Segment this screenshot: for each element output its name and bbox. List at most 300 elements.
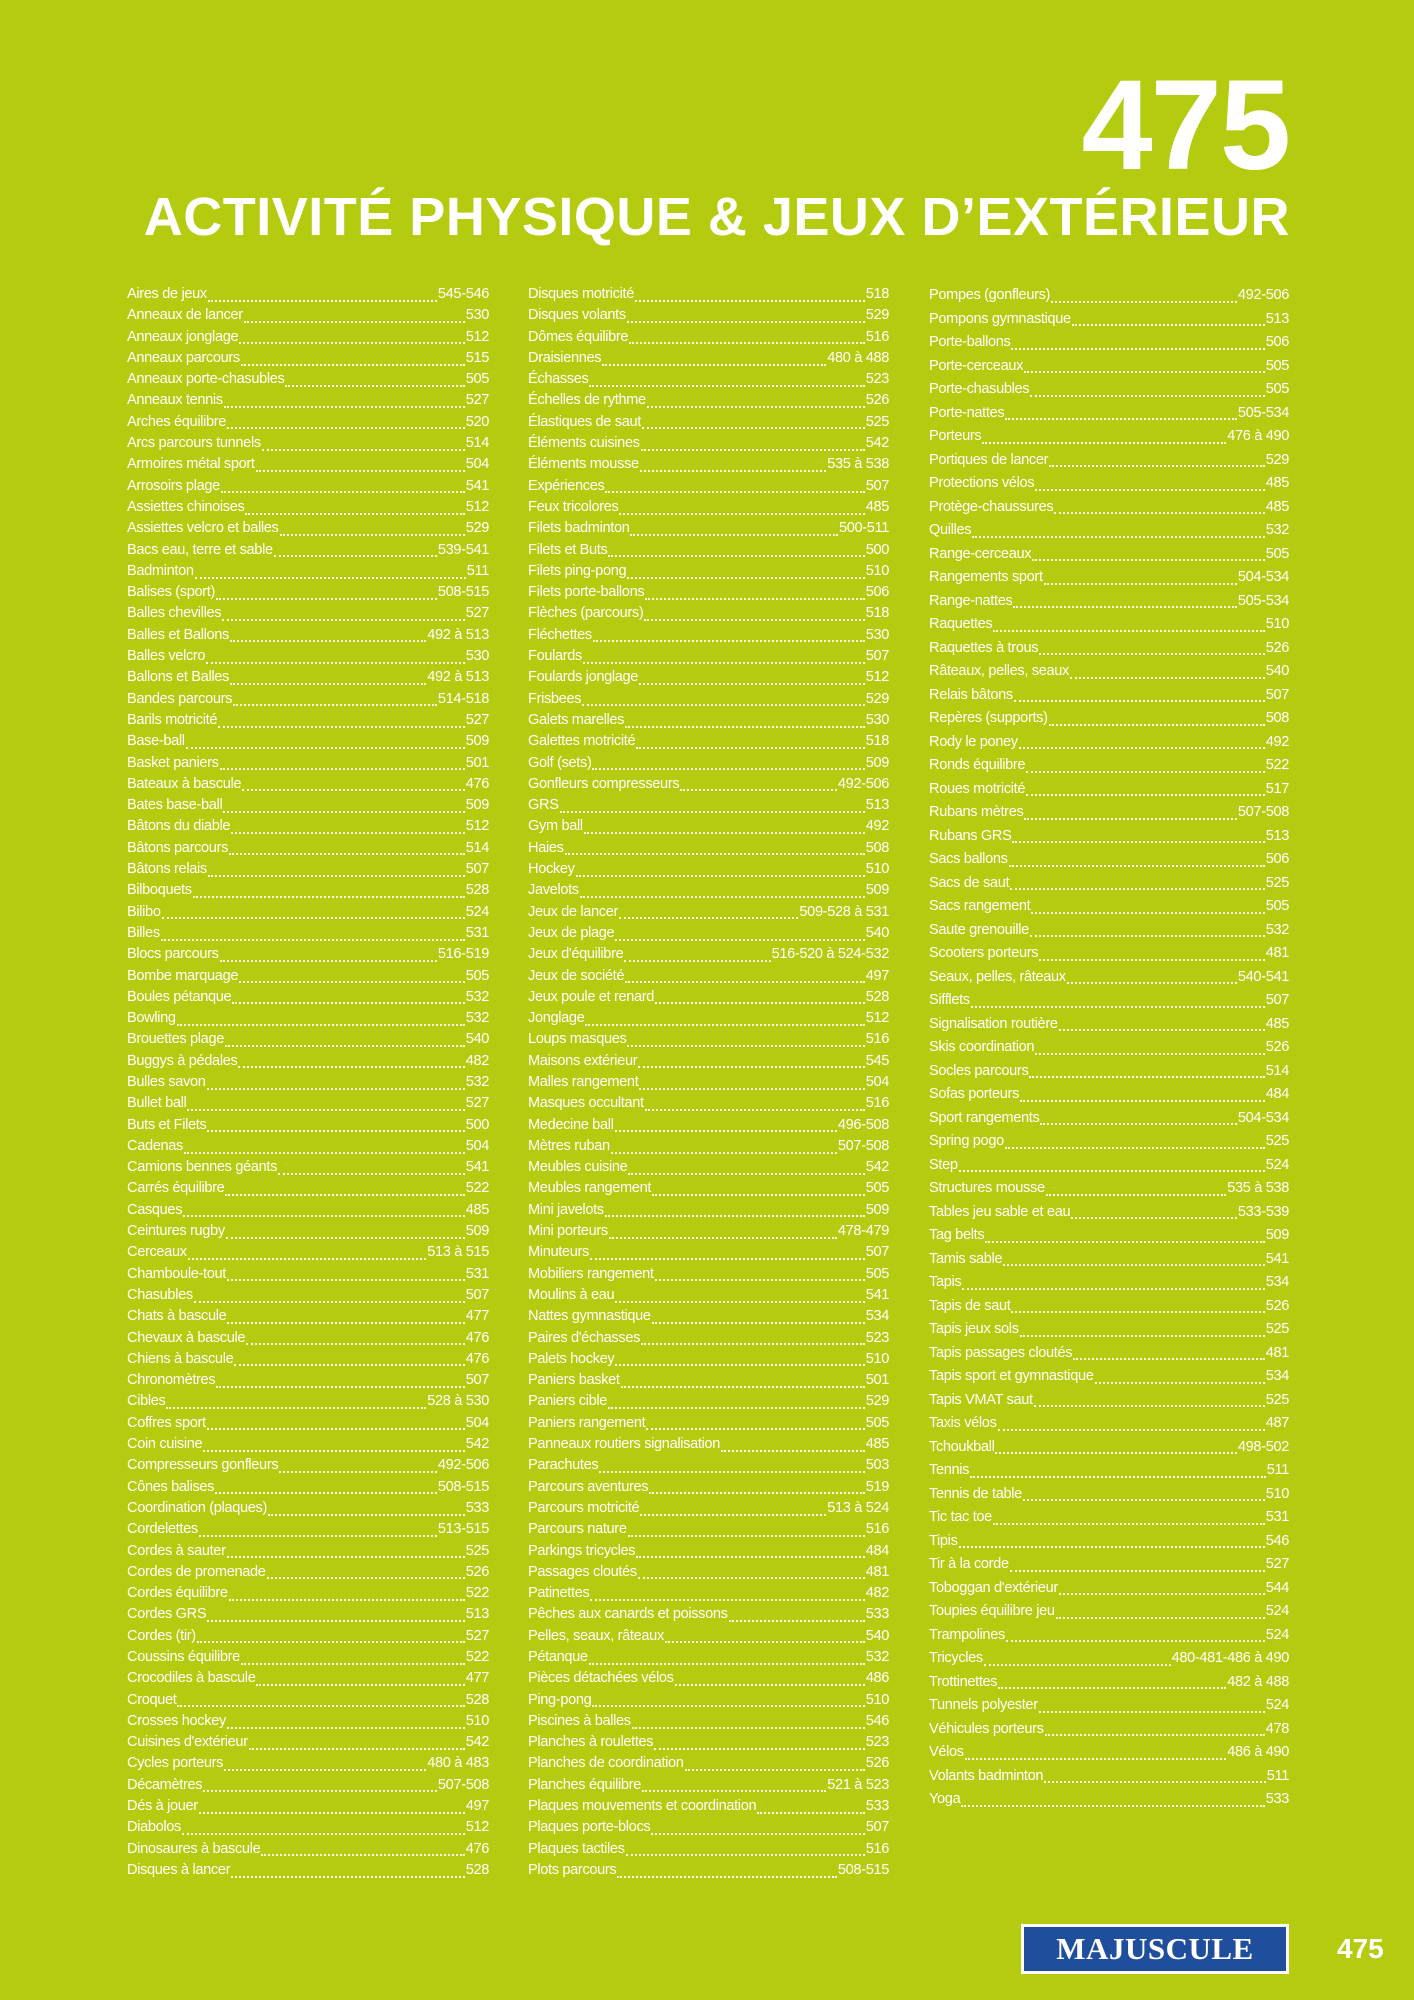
index-entry-name: Raquettes à trous [929,639,1039,656]
index-entry [929,1271,1289,1295]
index-entry-name: Saute grenouille [929,921,1029,938]
dot-leader [651,1823,864,1835]
index-entry [929,1436,1289,1460]
index-entry-name: Range-nattes [929,592,1013,609]
index-entry-name: Bateaux à bascule [127,775,242,792]
index-entry [929,1600,1289,1624]
index-entry [929,754,1289,778]
index-entry [528,1498,889,1519]
index-entry-page-ref: 507-508 [437,1776,489,1793]
dot-leader [197,1631,465,1643]
index-entry-name: Gym ball [528,818,583,835]
index-entry-name: Crosses hockey [127,1712,226,1729]
index-entry-page-ref: 512 [865,669,889,686]
index-entry-page-ref: 540-541 [1237,968,1289,985]
index-entry-page-ref: 500 [865,541,889,558]
index-entry-name: Galettes motricité [528,733,636,750]
index-entry [929,825,1289,849]
index-entry [929,1788,1289,1812]
dot-leader [639,1078,864,1090]
index-entry [528,1157,889,1178]
index-entry [127,1178,489,1199]
dot-leader [628,1525,865,1537]
index-entry-page-ref: 540 [465,1031,489,1048]
dot-leader [641,1333,865,1345]
index-entry [929,872,1289,896]
index-entry-page-ref: 529 [865,690,889,707]
dot-leader [1010,878,1265,890]
index-entry [929,1107,1289,1131]
index-entry-name: Armoires métal sport [127,456,255,473]
index-entry-name: Cordes de promenade [127,1563,266,1580]
index-entry-name: Bulles savon [127,1073,206,1090]
index-column-3 [929,284,1289,1812]
dot-leader [279,1461,437,1473]
index-entry-page-ref: 539-541 [437,541,489,558]
brand-logo-text: MAJUSCULE [1024,1927,1286,1971]
index-entry-name: GRS [528,797,559,814]
dot-leader [199,1802,465,1814]
index-entry-name: Cordes à sauter [127,1542,226,1559]
index-entry-page-ref: 505 [1265,898,1289,914]
index-entry [528,880,889,901]
index-entry-name: Jeux poule et renard [528,988,655,1005]
index-entry-page-ref: 476 [465,775,489,792]
index-entry-page-ref: 504-534 [1237,569,1289,585]
index-entry-name: Planches à roulettes [528,1734,654,1751]
dot-leader [267,1567,465,1579]
dot-leader [226,1227,465,1239]
index-entry [127,1860,489,1881]
dot-leader [640,460,826,472]
index-entry [528,1008,889,1029]
dot-leader [184,1142,465,1154]
index-entry-page-ref: 508 [1265,710,1289,726]
dot-leader [576,865,865,877]
index-entry-page-ref: 512 [465,818,489,835]
index-entry-page-ref: 505-534 [1237,592,1289,609]
index-entry [127,1029,489,1050]
index-entry-page-ref: 492 [865,818,889,835]
index-entry-page-ref: 485 [865,1436,889,1453]
index-entry [127,1434,489,1455]
index-entry-name: Javelots [528,882,579,899]
dot-leader [646,1418,864,1430]
index-entry-page-ref: 532 [865,1649,889,1665]
index-entry [127,1115,489,1136]
index-entry-name: Diabolos [127,1819,181,1836]
index-entry [929,543,1289,567]
index-entry-page-ref: 513 à 524 [827,1499,889,1516]
dot-leader [1019,737,1265,749]
index-entry [127,880,489,901]
index-entry-page-ref: 505 [865,1265,889,1282]
index-entry-name: Sport rangements [929,1109,1040,1126]
dot-leader [1026,784,1265,796]
index-entry [528,1370,889,1391]
index-entry-page-ref: 485 [1265,1015,1289,1032]
index-entry-name: Loups masques [528,1031,627,1048]
index-entry [127,1072,489,1093]
index-entry-page-ref: 492 à 513 [427,669,489,686]
dot-leader [565,843,865,855]
dot-leader [208,290,437,302]
index-entry-page-ref: 527 [465,1627,489,1644]
index-entry-page-ref: 512 [865,1010,889,1027]
dot-leader [599,1461,864,1473]
dot-leader [655,992,865,1004]
index-entry-page-ref: 506 [1265,334,1289,350]
dot-leader [625,971,865,983]
dot-leader [1059,1019,1265,1031]
dot-leader [194,1291,465,1303]
index-entry-name: Carrés équilibre [127,1180,225,1197]
index-entry-page-ref: 513 à 515 [427,1244,489,1261]
index-entry-name: Éléments cuisines [528,435,640,452]
page-number-large: 475 [1081,54,1289,197]
index-entry-page-ref: 505 [865,1180,889,1197]
index-entry-page-ref: 533-539 [1237,1203,1289,1220]
index-entry-page-ref: 518 [865,286,889,302]
index-entry-name: Volants badminton [929,1767,1044,1784]
index-entry-name: Bacs eau, terre et sable [127,541,273,558]
dot-leader [195,567,466,579]
dot-leader [1014,690,1265,702]
index-entry [528,987,889,1008]
dot-leader [1011,1301,1264,1313]
index-entry-name: Tipis [929,1532,958,1549]
dot-leader [242,779,465,791]
dot-leader [602,354,826,366]
dot-leader [593,630,865,642]
index-entry-page-ref: 504 [865,1073,889,1090]
index-entry [528,795,889,816]
index-entry-page-ref: 516-519 [437,946,489,963]
index-entry [127,561,489,582]
index-entry [929,472,1289,496]
index-entry [929,731,1289,755]
index-entry-page-ref: 530 [865,626,889,643]
index-entry-name: Brouettes plage [127,1031,224,1048]
index-entry-name: Bates base-ball [127,797,223,814]
index-entry [929,1342,1289,1366]
index-entry [528,1072,889,1093]
index-entry-name: Jeux de plage [528,924,615,941]
index-entry [929,1318,1289,1342]
index-entry-page-ref: 486 [865,1670,889,1687]
dot-leader [636,737,864,749]
index-entry-name: Badminton [127,562,194,579]
index-entry-name: Tapis sport et gymnastique [929,1368,1094,1384]
index-entry-name: Meubles rangement [528,1180,652,1197]
dot-leader [1044,1771,1266,1783]
dot-leader [605,1205,865,1217]
index-entry-name: Planches équilibre [528,1776,641,1793]
index-entry-name: Passages cloutés [528,1563,637,1580]
dot-leader [642,417,865,429]
index-entry-page-ref: 508-515 [437,584,489,601]
index-entry [127,305,489,326]
dot-leader [605,481,864,493]
dot-leader [635,290,865,302]
index-entry-page-ref: 531 [1265,1509,1289,1525]
index-entry [929,895,1289,919]
index-entry [528,731,889,752]
dot-leader [274,545,437,557]
dot-leader [1051,291,1237,303]
index-column-1 [127,284,489,1881]
index-entry-name: Jeux de société [528,967,625,984]
index-entry-name: Sacs ballons [929,851,1008,867]
dot-leader [645,588,864,600]
index-entry-page-ref: 528 à 530 [427,1393,489,1410]
index-entry [929,1083,1289,1107]
index-entry-page-ref: 528 [865,988,889,1005]
dot-leader [285,375,464,387]
index-entry-name: Socles parcours [929,1062,1029,1079]
index-entry [127,476,489,497]
index-entry [528,1668,889,1689]
index-entry [929,1036,1289,1060]
index-entry-name: Sacs de saut [929,874,1010,891]
index-entry [929,1483,1289,1507]
index-entry-name: Camions bennes géants [127,1159,278,1176]
index-entry-page-ref: 509 [865,754,889,771]
dot-leader [1020,1325,1265,1337]
dot-leader [1011,338,1264,350]
dot-leader [655,1269,865,1281]
index-entry-page-ref: 516 [865,1095,889,1112]
index-entry-name: Bâtons parcours [127,839,229,856]
index-entry-page-ref: 480-481-486 à 490 [1171,1650,1289,1666]
dot-leader [589,1653,865,1665]
dot-leader [1054,502,1264,514]
index-entry-page-ref: 510 [1265,1485,1289,1502]
index-entry [528,476,889,497]
dot-leader [638,1056,864,1068]
index-entry-name: Dômes équilibre [528,328,629,345]
index-entry-name: Pièces détachées vélos [528,1670,674,1687]
index-entry-page-ref: 492 [1265,733,1289,750]
index-entry-name: Anneaux tennis [127,392,223,409]
dot-leader [757,1802,864,1814]
index-entry-name: Tamis sable [929,1250,1003,1267]
index-entry [127,1711,489,1732]
index-entry-page-ref: 524 [1265,1697,1289,1713]
index-entry [127,1626,489,1647]
index-entry-page-ref: 533 [865,1798,889,1815]
index-entry [528,1029,889,1050]
index-entry [528,348,889,369]
dot-leader [1046,1184,1227,1196]
index-entry-name: Cadenas [127,1137,183,1154]
index-entry [929,1224,1289,1248]
index-entry-page-ref: 510 [1265,616,1289,632]
index-entry [127,412,489,433]
index-entry-page-ref: 505 [1265,381,1289,397]
index-entry-page-ref: 501 [465,754,489,771]
index-entry-name: Chats à bascule [127,1308,227,1325]
index-entry [528,1093,889,1114]
index-entry-page-ref: 513 [465,1606,489,1623]
index-entry-name: Blocs parcours [127,946,219,963]
index-entry-page-ref: 525 [1265,1133,1289,1149]
dot-leader [632,1717,865,1729]
dot-leader [582,694,865,706]
index-entry-page-ref: 523 [865,1329,889,1346]
index-entry [127,369,489,390]
dot-leader [615,1291,864,1303]
index-entry [127,497,489,518]
index-entry-page-ref: 506 [865,584,889,601]
index-entry-page-ref: 527 [465,605,489,622]
index-entry-name: Anneaux de lancer [127,307,243,324]
index-entry-page-ref: 534 [1265,1274,1289,1290]
dot-leader [239,332,464,344]
index-entry-name: Arrosoirs plage [127,477,220,494]
dot-leader [721,1440,865,1452]
dot-leader [218,716,465,728]
dot-leader [644,609,864,621]
index-entry-name: Rubans mètres [929,804,1024,820]
index-entry [528,838,889,859]
index-entry [127,1221,489,1242]
index-entry [127,1008,489,1029]
index-entry-name: Raquettes [929,616,993,632]
dot-leader [1023,1489,1265,1501]
index-entry-page-ref: 507-508 [1237,804,1289,820]
index-entry [127,838,489,859]
index-entry-name: Compresseurs gonfleurs [127,1457,279,1474]
index-entry-name: Ballons et Balles [127,669,229,686]
dot-leader [617,1866,837,1878]
dot-leader [619,503,864,515]
dot-leader [1034,1395,1265,1407]
index-entry-page-ref: 510 [865,1350,889,1367]
index-entry-page-ref: 507 [465,1372,489,1389]
index-entry-name: Élastiques de saut [528,413,641,430]
index-entry-page-ref: 526 [1265,1039,1289,1055]
index-entry-name: Roues motricité [929,780,1026,797]
index-entry [127,1136,489,1157]
index-entry [528,774,889,795]
index-entry [528,1753,889,1774]
index-entry-page-ref: 532 [465,1010,489,1027]
index-entry [528,1434,889,1455]
index-entry [127,1093,489,1114]
index-entry [528,1626,889,1647]
index-entry-name: Parcours aventures [528,1478,649,1495]
dot-leader [233,694,437,706]
index-entry-page-ref: 527 [465,392,489,409]
index-entry [127,1413,489,1434]
index-entry [929,1577,1289,1601]
index-entry-page-ref: 540 [865,924,889,941]
index-entry-name: Patinettes [528,1585,590,1602]
dot-leader [278,1163,465,1175]
dot-leader [1071,1207,1237,1219]
index-entry-page-ref: 530 [865,711,889,728]
index-entry [929,1389,1289,1413]
index-entry-name: Disques motricité [528,286,634,302]
dot-leader [207,1078,465,1090]
dot-leader [249,1738,465,1750]
index-entry-page-ref: 509 [1265,1227,1289,1243]
dot-leader [1049,455,1265,467]
index-entry-name: Cordelettes [127,1521,198,1538]
dot-leader [982,432,1226,444]
index-entry-page-ref: 525 [865,413,889,430]
index-entry-page-ref: 507 [865,1244,889,1261]
dot-leader [227,1546,465,1558]
dot-leader [611,1142,837,1154]
index-entry [127,1519,489,1540]
index-entry [528,1264,889,1285]
index-entry [127,966,489,987]
index-entry [528,1860,889,1881]
index-entry-name: Pompes (gonfleurs) [929,287,1051,303]
index-entry-page-ref: 510 [865,1691,889,1708]
index-entry-page-ref: 504 [465,1137,489,1154]
index-entry-name: Filets et Buts [528,541,608,558]
index-entry-name: Balles et Ballons [127,626,229,643]
index-entry-page-ref: 528 [465,882,489,899]
dot-leader [998,1677,1226,1689]
index-entry-page-ref: 531 [465,924,489,941]
dot-leader [224,396,465,408]
index-entry-name: Bâtons relais [127,861,207,878]
index-entry-name: Vélos [929,1744,964,1760]
dot-leader [256,1674,464,1686]
dot-leader [215,1482,437,1494]
index-entry-page-ref: 509 [865,1201,889,1218]
index-entry [929,1671,1289,1695]
index-entry-page-ref: 485 [1265,475,1289,491]
index-entry-name: Tchoukball [929,1438,995,1455]
dot-leader [177,1695,464,1707]
index-entry-page-ref: 476 à 490 [1227,428,1289,444]
index-entry-name: Mini javelots [528,1201,604,1218]
index-entry [528,667,889,688]
index-entry-name: Parachutes [528,1457,599,1474]
index-entry [929,637,1289,661]
index-entry-page-ref: 541 [1265,1250,1289,1267]
index-entry [528,1221,889,1242]
index-entry-page-ref: 501 [865,1372,889,1389]
index-entry-name: Meubles cuisine [528,1159,628,1176]
dot-leader [675,1674,865,1686]
dot-leader [1005,1137,1265,1149]
index-entry-name: Jeux de lancer [528,903,619,920]
index-entry-page-ref: 507-508 [837,1137,889,1154]
index-entry-name: Basket paniers [127,754,219,771]
index-entry-name: Chevaux à bascule [127,1329,246,1346]
dot-leader [1059,1583,1265,1595]
dot-leader [654,1738,864,1750]
index-entry-name: Pompons gymnastique [929,310,1071,327]
index-entry [528,1519,889,1540]
index-entry-name: Pêches aux canards et poissons [528,1606,728,1623]
index-entry-name: Disques à lancer [127,1861,231,1878]
index-entry [127,1477,489,1498]
index-entry [929,1248,1289,1272]
index-entry-page-ref: 507 [1265,686,1289,703]
index-entry-name: Anneaux porte-chasubles [127,371,285,388]
index-entry [929,1459,1289,1483]
index-entry [528,625,889,646]
index-entry-name: Chasubles [127,1286,193,1303]
dot-leader [624,950,770,962]
